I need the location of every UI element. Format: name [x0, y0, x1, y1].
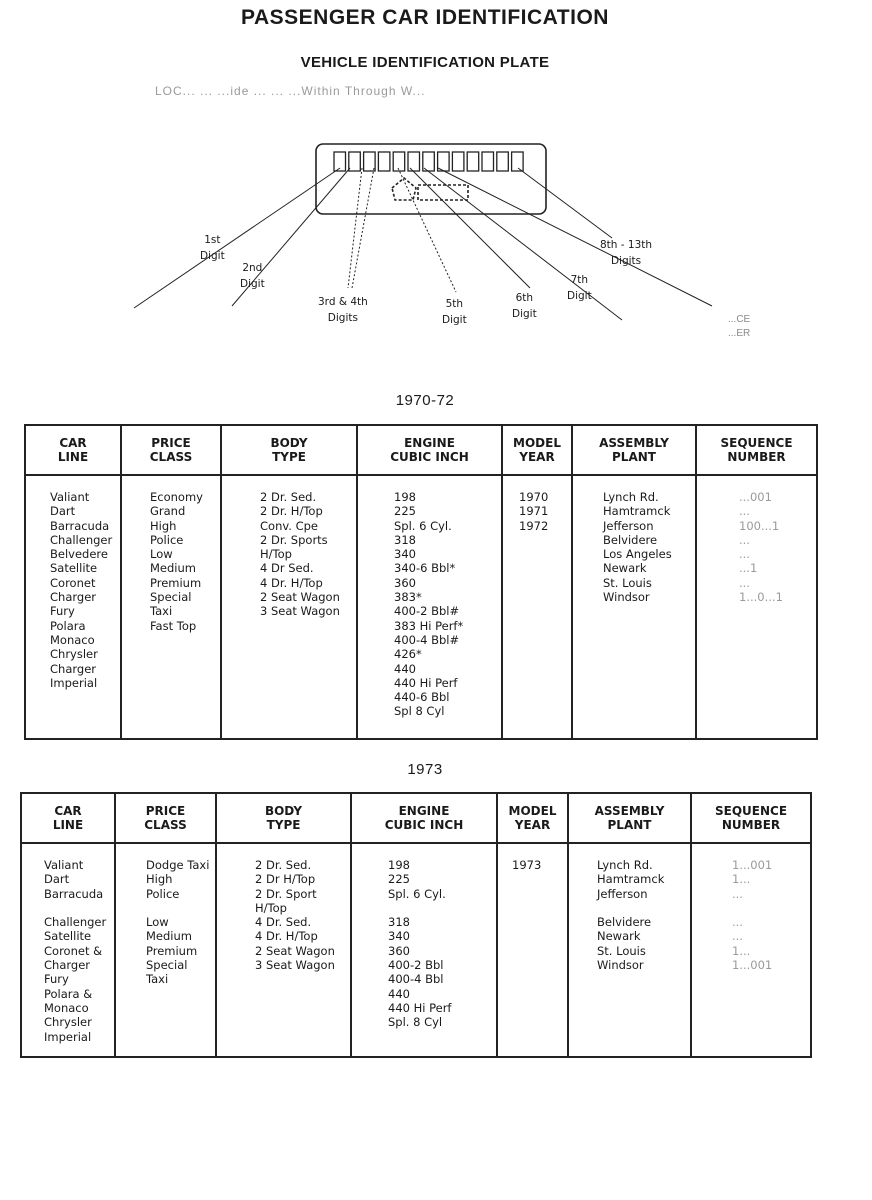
- label-1st-digit: [200, 232, 225, 265]
- body-type-item: 2 Seat Wagon: [255, 943, 335, 958]
- price-class-item: High: [146, 872, 173, 887]
- engine-item: Spl. 6 Cyl.: [394, 518, 452, 533]
- label-3rd-4th-digits: [318, 294, 368, 327]
- car-line-item: Barracuda: [44, 886, 104, 901]
- price-class-item: Police: [146, 886, 180, 901]
- car-line-item: Charger: [50, 661, 96, 676]
- digit-box: [482, 152, 494, 171]
- table-header-row: [25, 425, 817, 475]
- engine-item: 360: [394, 575, 416, 590]
- car-line-item: Fury: [50, 604, 75, 619]
- car-line-item: Coronet: [50, 575, 96, 590]
- engine-item: Spl. 6 Cyl.: [388, 886, 446, 901]
- engine-item: 426*: [394, 647, 422, 662]
- model-year-item: 1973: [512, 858, 542, 872]
- price-class-item: Taxi: [146, 972, 169, 987]
- price-class-item: Economy: [150, 490, 203, 504]
- body-type-item: 2 Dr. Sed.: [260, 490, 317, 504]
- car-line-item: Polara &: [44, 986, 93, 1001]
- label-7th-digit-text: 7th Digit: [567, 274, 592, 303]
- assembly-plant-item: Belvidere: [603, 532, 658, 547]
- table-body-row: [21, 843, 811, 1057]
- car-line-item: Charger: [44, 958, 90, 973]
- car-line-item: Satellite: [50, 561, 98, 576]
- page-title: PASSENGER CAR IDENTIFICATION: [241, 6, 609, 29]
- engine-item: 400-4 Bbl#: [394, 632, 460, 647]
- assembly-plant-item: Los Angeles: [603, 547, 672, 562]
- sequence-item: 1...001: [732, 858, 773, 872]
- car-line-item: Fury: [44, 972, 69, 987]
- engine-item: 360: [388, 943, 410, 958]
- engine-item: Spl 8 Cyl: [394, 704, 445, 719]
- sequence-item: ...: [739, 575, 750, 590]
- cell-car-line: [21, 843, 115, 1057]
- body-type-item: 4 Dr. H/Top: [260, 575, 323, 590]
- engine-item: 340-6 Bbl*: [394, 561, 456, 576]
- cell-car-line: [25, 475, 121, 739]
- sequence-item: ...001: [739, 490, 772, 504]
- engine-item: 198: [394, 490, 416, 504]
- assembly-plant-item: Jefferson: [597, 886, 648, 901]
- engine-item: 225: [394, 504, 416, 519]
- col-header-assembly-plant-text: ASSEMBLY PLANT: [599, 435, 669, 464]
- body-type-item: 2 Dr. Sed.: [255, 858, 312, 872]
- col-header-assembly-plant: [568, 793, 691, 843]
- label-8th-13th-digits-text: 8th - 13th Digits: [600, 239, 653, 268]
- body-type-item: 2 Dr. H/Top: [260, 504, 323, 519]
- section-heading-1970-72: 1970-72: [395, 392, 455, 409]
- section-heading-1973: 1973: [407, 761, 443, 778]
- price-class-item: Medium: [146, 929, 192, 944]
- col-header-body-type-text: BODY TYPE: [264, 803, 303, 832]
- label-8th-13th-digits: [600, 237, 652, 270]
- assembly-plant-item: Windsor: [597, 958, 644, 973]
- price-class-item: High: [150, 518, 177, 533]
- table-header-row: [21, 793, 811, 843]
- label-3rd-4th-digits-text: 3rd & 4th Digits: [318, 296, 368, 325]
- cell-model-year: [502, 475, 572, 739]
- engine-item: 400-2 Bbl: [388, 958, 444, 973]
- assembly-plant-item: Lynch Rd.: [603, 490, 659, 504]
- digit-box: [512, 152, 523, 171]
- col-header-car-line: [25, 425, 121, 475]
- body-type-item: 3 Seat Wagon: [255, 958, 335, 973]
- col-header-engine: [357, 425, 502, 475]
- sequence-item: ...: [739, 547, 750, 562]
- engine-item: 383*: [394, 590, 422, 605]
- label-7th-digit: [567, 272, 592, 305]
- vin-table-1970-72: [24, 424, 818, 740]
- price-class-item: Taxi: [150, 604, 173, 619]
- cell-body-type: [216, 843, 351, 1057]
- car-line-item: Monaco: [44, 1000, 89, 1015]
- engine-item: 318: [388, 915, 410, 930]
- price-class-item: Premium: [146, 943, 198, 958]
- price-class-item: Police: [150, 532, 184, 547]
- col-header-model-year: [497, 793, 568, 843]
- car-line-item: Challenger: [44, 915, 107, 930]
- label-5th-digit-text: 5th Digit: [442, 298, 467, 327]
- engine-item: 400-2 Bbl#: [394, 604, 460, 619]
- body-type-item: Conv. Cpe: [260, 518, 318, 533]
- engine-item: 340: [388, 929, 410, 944]
- label-1st-digit-text: 1st Digit: [200, 234, 225, 263]
- sequence-item: ...: [732, 929, 743, 944]
- col-header-model-year-text: MODEL YEAR: [513, 435, 561, 464]
- engine-item: 440 Hi Perf: [388, 1000, 452, 1015]
- engine-item: 440-6 Bbl: [394, 690, 450, 705]
- car-line-item: Imperial: [50, 675, 98, 690]
- digit-box: [393, 152, 405, 171]
- sequence-item: ...: [739, 504, 750, 519]
- engine-item: 440: [394, 661, 416, 676]
- body-type-item: H/Top: [255, 900, 287, 915]
- sequence-item: ...: [739, 532, 750, 547]
- digit-box: [452, 152, 464, 171]
- car-line-item: Dart: [50, 504, 76, 519]
- body-type-item: 4 Dr Sed.: [260, 561, 314, 576]
- assembly-plant-item: Lynch Rd.: [597, 858, 653, 872]
- faded-label-right-bottom: ...ER: [728, 328, 751, 339]
- label-6th-digit: [512, 290, 537, 323]
- body-type-item: 2 Dr. Sport: [255, 886, 317, 901]
- plate-inner-rect: [418, 185, 468, 200]
- engine-item: 198: [388, 858, 410, 872]
- model-year-item: 1971: [519, 504, 549, 519]
- body-type-item: 3 Seat Wagon: [260, 604, 340, 619]
- engine-item: 400-4 Bbl: [388, 972, 444, 987]
- label-2nd-digit-text: 2nd Digit: [240, 262, 265, 291]
- car-line-item: Satellite: [44, 929, 92, 944]
- table-body-row: [25, 475, 817, 739]
- engine-item: 440: [388, 986, 410, 1001]
- price-class-item: Special: [150, 590, 192, 605]
- assembly-plant-item: Newark: [597, 929, 641, 944]
- price-class-item: Special: [146, 958, 188, 973]
- cell-sequence-number: [696, 475, 817, 739]
- col-header-engine-text: ENGINE CUBIC INCH: [390, 435, 469, 464]
- digit-box: [497, 152, 509, 171]
- sequence-item: [732, 901, 810, 915]
- digit-box: [408, 152, 420, 171]
- col-header-sequence-number: [691, 793, 811, 843]
- col-header-price-class-text: PRICE CLASS: [149, 435, 193, 464]
- cell-price-class: [115, 843, 216, 1057]
- engine-item: 340: [394, 547, 416, 562]
- car-line-item: Polara: [50, 618, 86, 633]
- col-header-engine: [351, 793, 497, 843]
- car-line-item: [44, 901, 114, 915]
- vin-plate: [316, 144, 546, 214]
- assembly-plant-item: St. Louis: [597, 943, 646, 958]
- price-class-item: [146, 901, 215, 915]
- cell-assembly-plant: [568, 843, 691, 1057]
- digit-box: [467, 152, 479, 171]
- price-class-item: Low: [150, 547, 173, 562]
- cell-price-class: [121, 475, 221, 739]
- car-line-item: Charger: [50, 590, 96, 605]
- vin-plate-diagram: [0, 130, 872, 360]
- col-header-body-type-text: BODY TYPE: [270, 435, 308, 464]
- digit-box: [364, 152, 376, 171]
- car-line-item: Valiant: [44, 858, 84, 872]
- location-text: LOC... ... ...ide ... ... ...Within Through W...: [155, 84, 426, 98]
- engine-item: 318: [394, 532, 416, 547]
- col-header-model-year: [502, 425, 572, 475]
- engine-item: 225: [388, 872, 410, 887]
- col-header-car-line-text: CAR LINE: [52, 803, 84, 832]
- col-header-sequence-number-text: SEQUENCE NUMBER: [720, 435, 793, 464]
- label-6th-digit-text: 6th Digit: [512, 292, 537, 321]
- col-header-assembly-plant-text: ASSEMBLY PLANT: [594, 803, 665, 832]
- price-class-item: Premium: [150, 575, 202, 590]
- body-type-item: H/Top: [260, 547, 292, 562]
- label-2nd-digit: [240, 260, 265, 293]
- digit-box: [349, 152, 361, 171]
- col-header-car-line-text: CAR LINE: [57, 435, 89, 464]
- assembly-plant-item: Belvidere: [597, 915, 652, 930]
- car-line-item: Challenger: [50, 532, 113, 547]
- cell-model-year: [497, 843, 568, 1057]
- assembly-plant-item: [597, 901, 690, 915]
- cell-body-type: [221, 475, 357, 739]
- car-line-item: Valiant: [50, 490, 90, 504]
- digit-box: [378, 152, 390, 171]
- plate-pentagon: [392, 178, 416, 200]
- col-header-price-class: [121, 425, 221, 475]
- sequence-item: ...: [732, 915, 743, 930]
- col-header-body-type: [216, 793, 351, 843]
- car-line-item: Chrysler: [44, 1015, 92, 1030]
- sequence-item: 1...: [732, 943, 751, 958]
- body-type-item: 2 Seat Wagon: [260, 590, 340, 605]
- sequence-item: 1...: [732, 872, 751, 887]
- faded-label-right-top: ...CE: [728, 314, 751, 325]
- sequence-item: 100...1: [739, 518, 780, 533]
- model-year-item: 1970: [519, 490, 549, 504]
- engine-item: [388, 901, 496, 915]
- sequence-item: 1...001: [732, 958, 773, 973]
- vin-table-1973: [20, 792, 812, 1058]
- car-line-item: Chrysler: [50, 647, 98, 662]
- car-line-item: Imperial: [44, 1029, 92, 1044]
- body-type-item: 4 Dr. H/Top: [255, 929, 318, 944]
- assembly-plant-item: Hamtramck: [603, 504, 671, 519]
- assembly-plant-item: Windsor: [603, 590, 650, 605]
- assembly-plant-item: Newark: [603, 561, 647, 576]
- col-header-price-class-text: PRICE CLASS: [144, 803, 187, 832]
- col-header-body-type: [221, 425, 357, 475]
- body-type-item: 2 Dr. Sports: [260, 532, 328, 547]
- cell-sequence-number: [691, 843, 811, 1057]
- price-class-item: Grand: [150, 504, 186, 519]
- price-class-item: Medium: [150, 561, 196, 576]
- col-header-sequence-number: [696, 425, 817, 475]
- page-subtitle: VEHICLE IDENTIFICATION PLATE: [300, 54, 550, 71]
- col-header-car-line: [21, 793, 115, 843]
- assembly-plant-item: St. Louis: [603, 575, 652, 590]
- body-type-item: 4 Dr. Sed.: [255, 915, 312, 930]
- col-header-assembly-plant: [572, 425, 696, 475]
- assembly-plant-item: Hamtramck: [597, 872, 665, 887]
- car-line-item: Dart: [44, 872, 70, 887]
- cell-assembly-plant: [572, 475, 696, 739]
- sequence-item: ...1: [739, 561, 758, 576]
- car-line-item: Coronet &: [44, 943, 103, 958]
- sequence-item: ...: [732, 886, 743, 901]
- price-class-item: Dodge Taxi: [146, 858, 210, 872]
- col-header-sequence-number-text: SEQUENCE NUMBER: [714, 803, 788, 832]
- col-header-model-year-text: MODEL YEAR: [508, 803, 557, 832]
- car-line-item: Belvedere: [50, 547, 108, 562]
- car-line-item: Barracuda: [50, 518, 110, 533]
- sequence-item: 1...0...1: [739, 590, 783, 605]
- assembly-plant-item: Jefferson: [603, 518, 654, 533]
- cell-engine: [357, 475, 502, 739]
- engine-item: 383 Hi Perf*: [394, 618, 464, 633]
- cell-engine: [351, 843, 497, 1057]
- price-class-item: Fast Top: [150, 618, 197, 633]
- col-header-price-class: [115, 793, 216, 843]
- engine-item: 440 Hi Perf: [394, 675, 458, 690]
- body-type-item: 2 Dr H/Top: [255, 872, 316, 887]
- label-5th-digit: [442, 296, 467, 329]
- price-class-item: Low: [146, 915, 169, 930]
- engine-item: Spl. 8 Cyl: [388, 1015, 443, 1030]
- car-line-item: Monaco: [50, 632, 95, 647]
- model-year-item: 1972: [519, 518, 549, 533]
- col-header-engine-text: ENGINE CUBIC INCH: [384, 803, 464, 832]
